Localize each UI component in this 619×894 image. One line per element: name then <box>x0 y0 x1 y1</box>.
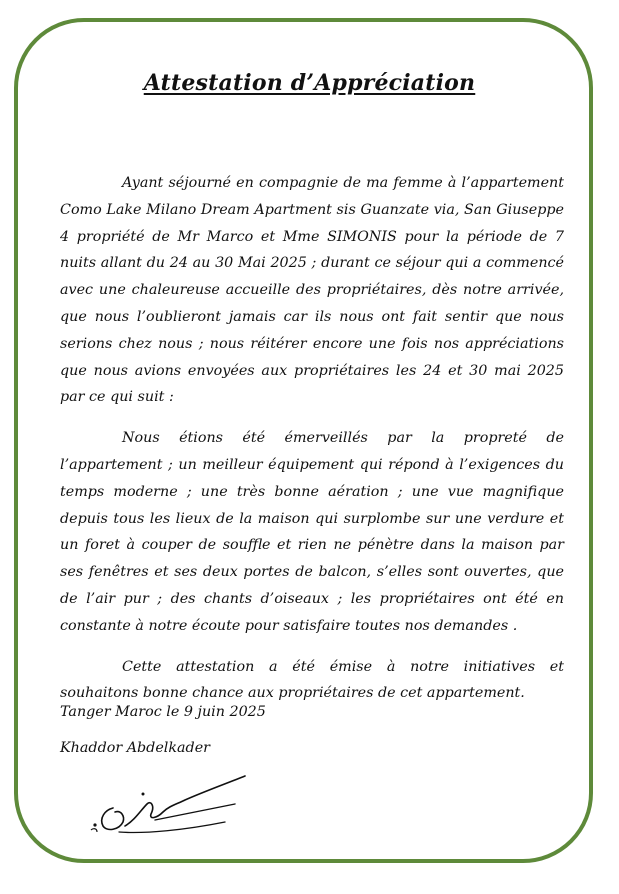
paragraph-closing: Cette attestation a été émise à notre initiatives et souhaitons bonne chance aux propriétaires de cet appartement. <box>60 658 564 702</box>
document-title: Attestation d’Appréciation <box>143 70 476 96</box>
signatory-name: Khaddor Abdelkader <box>60 740 210 756</box>
letter-body <box>60 170 564 721</box>
paragraph-appreciation: Nous étions été émerveillés par la propreté de l’appartement ; un meilleur équipement qui répond à l’exigences du temps moderne ; une très bonne aération ; une vue magnifique depuis tous les lieux de la maison qui surplombe sur une verdure et un foret à couper de souffle et rien ne pénètre dans la maison par ses fenêtres et ses deux portes de balcon, s’elles sont ouvertes, que de l’air pur ; des chants d’oiseaux ; les propriétaires ont été en constante à notre écoute pour satisfaire toutes nos demandes . <box>60 430 564 634</box>
handwritten-signature <box>85 770 255 840</box>
place-and-date: Tanger Maroc le 9 juin 2025 <box>60 704 266 720</box>
paragraph-stay: Ayant séjourné en compagnie de ma femme à l’appartement Como Lake Milano Dream Apartment sis Guanzate via, San Giuseppe 4 propriété de Mr Marco et Mme SIMONIS pour la période de 7 nuits allant du 24 au 30 Mai 2025 ; durant ce séjour qui a commencé avec une chaleureuse accueille des propriétaires, dès notre arrivée, que nous l’oublieront jamais car ils nous ont fait sentir que nous serions chez nous ; nous réitérer encore une fois nos appréciations que nous avions envoyées aux propriétaires les 24 et 30 mai 2025 par ce qui suit : <box>60 175 564 406</box>
